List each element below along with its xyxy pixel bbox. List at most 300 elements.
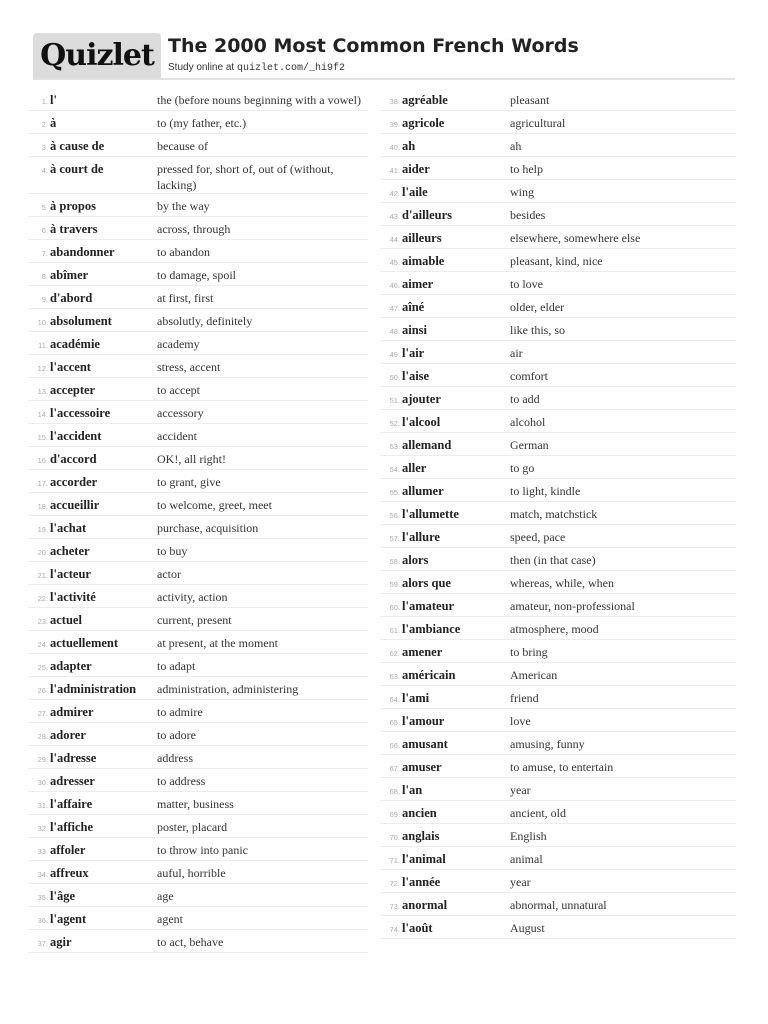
item-number: 52. — [389, 419, 400, 428]
english-definition: to throw into panic — [157, 843, 248, 857]
french-term: l'accessoire — [50, 406, 111, 420]
item-number: 14. — [37, 410, 48, 419]
french-term: l'animal — [402, 852, 446, 866]
vocab-row — [28, 157, 368, 194]
english-definition: stress, accent — [157, 360, 221, 374]
item-number: 48. — [389, 327, 400, 336]
english-definition: whereas, while, when — [510, 576, 614, 590]
french-term: l'accident — [50, 429, 102, 443]
english-definition: comfort — [510, 369, 548, 383]
english-definition: to adore — [157, 728, 196, 742]
vocab-row — [380, 571, 736, 594]
english-definition: to accept — [157, 383, 200, 397]
english-definition: amusing, funny — [510, 737, 585, 751]
english-definition: at first, first — [157, 291, 214, 305]
vocab-row — [28, 585, 368, 608]
vocab-row — [380, 801, 736, 824]
subtitle — [168, 62, 345, 74]
english-definition: amateur, non-professional — [510, 599, 635, 613]
item-number: 71. — [389, 856, 400, 865]
french-term: l'agent — [50, 912, 87, 926]
french-term: aller — [402, 461, 427, 475]
item-number: 42. — [389, 189, 400, 198]
french-term: acheter — [50, 544, 90, 558]
english-definition: to love — [510, 277, 543, 291]
item-number: 4. — [41, 166, 48, 175]
item-number: 56. — [389, 511, 400, 520]
english-definition: to go — [510, 461, 535, 475]
french-term: à propos — [50, 199, 96, 213]
english-definition: August — [510, 921, 545, 935]
vocab-row — [28, 88, 368, 111]
french-term: l'administration — [50, 682, 137, 696]
word-list-left — [28, 88, 368, 953]
french-term: accorder — [50, 475, 98, 489]
vocab-row — [380, 134, 736, 157]
english-definition: pleasant — [510, 93, 550, 107]
vocab-row — [380, 847, 736, 870]
vocab-row — [28, 286, 368, 309]
item-number: 21. — [37, 571, 48, 580]
item-number: 59. — [389, 580, 400, 589]
english-definition: agricultural — [510, 116, 566, 130]
english-definition: accessory — [157, 406, 204, 420]
english-definition: to welcome, greet, meet — [157, 498, 272, 512]
english-definition: English — [510, 829, 547, 843]
french-term: amuser — [402, 760, 442, 774]
vocab-row — [380, 732, 736, 755]
french-term: ainsi — [402, 323, 428, 337]
french-term: d'accord — [50, 452, 97, 466]
french-term: l'ambiance — [402, 622, 461, 636]
french-term: l'année — [402, 875, 441, 889]
french-term: amener — [402, 645, 443, 659]
vocab-row — [380, 479, 736, 502]
french-term: l'ami — [402, 691, 430, 705]
french-term: adapter — [50, 659, 92, 673]
item-number: 11. — [38, 341, 48, 350]
vocab-row — [380, 203, 736, 226]
english-definition: to address — [157, 774, 206, 788]
vocab-row — [28, 424, 368, 447]
english-definition: to admire — [157, 705, 203, 719]
vocab-row — [28, 493, 368, 516]
vocab-row — [28, 792, 368, 815]
item-number: 54. — [389, 465, 400, 474]
vocab-row — [28, 378, 368, 401]
item-number: 15. — [37, 433, 48, 442]
item-number: 39. — [389, 120, 400, 129]
item-number: 69. — [389, 810, 400, 819]
vocab-row — [28, 539, 368, 562]
vocab-row — [28, 263, 368, 286]
vocab-row — [28, 838, 368, 861]
english-definition: to adapt — [157, 659, 196, 673]
english-definition: to damage, spoil — [157, 268, 236, 282]
item-number: 40. — [389, 143, 400, 152]
item-number: 72. — [389, 879, 400, 888]
item-number: 53. — [389, 442, 400, 451]
french-term: à — [50, 116, 57, 130]
item-number: 67. — [389, 764, 400, 773]
french-term: l'activité — [50, 590, 96, 604]
english-definition: to buy — [157, 544, 188, 558]
item-number: 36. — [37, 916, 48, 925]
item-number: 12. — [37, 364, 48, 373]
english-definition: friend — [510, 691, 539, 705]
item-number: 41. — [389, 166, 400, 175]
item-number: 70. — [389, 833, 400, 842]
vocab-row — [380, 111, 736, 134]
item-number: 74. — [389, 925, 400, 934]
english-definition: by the way — [157, 199, 210, 213]
item-number: 30. — [37, 778, 48, 787]
item-number: 73. — [389, 902, 400, 911]
vocab-row — [380, 341, 736, 364]
english-definition: auful, horrible — [157, 866, 226, 880]
english-definition: poster, placard — [157, 820, 228, 834]
vocab-row — [28, 861, 368, 884]
vocab-row — [28, 723, 368, 746]
vocab-row — [28, 608, 368, 631]
vocab-row — [380, 525, 736, 548]
english-definition: activity, action — [157, 590, 228, 604]
french-term: agréable — [402, 93, 448, 107]
quizlet-logo: Quizlet — [33, 33, 161, 79]
english-definition: to act, behave — [157, 935, 224, 949]
item-number: 7. — [41, 249, 48, 258]
french-term: accepter — [50, 383, 96, 397]
header-divider — [33, 78, 735, 80]
english-definition: administration, administering — [157, 682, 299, 696]
english-definition: pressed for, short of, out of (without, lacking) — [157, 162, 334, 192]
french-term: adresser — [50, 774, 95, 788]
item-number: 61. — [389, 626, 400, 635]
item-number: 17. — [37, 479, 48, 488]
english-definition: year — [510, 875, 531, 889]
vocab-row — [28, 930, 368, 953]
vocab-row — [28, 134, 368, 157]
english-definition: like this, so — [510, 323, 566, 337]
item-number: 25. — [37, 663, 48, 672]
english-definition: American — [510, 668, 558, 682]
english-definition: love — [510, 714, 531, 728]
english-definition: to help — [510, 162, 543, 176]
french-term: l'accent — [50, 360, 91, 374]
vocab-row — [380, 410, 736, 433]
french-term: à court de — [50, 162, 104, 176]
vocab-row — [380, 88, 736, 111]
vocab-row — [380, 916, 736, 939]
english-definition: besides — [510, 208, 546, 222]
vocab-row — [28, 700, 368, 723]
english-definition: speed, pace — [510, 530, 566, 544]
item-number: 2. — [41, 120, 48, 129]
english-definition: alcohol — [510, 415, 546, 429]
english-definition: age — [157, 889, 174, 903]
english-definition: ancient, old — [510, 806, 566, 820]
vocab-row — [28, 217, 368, 240]
item-number: 34. — [37, 870, 48, 879]
item-number: 5. — [41, 203, 48, 212]
french-term: l'amour — [402, 714, 445, 728]
vocab-row — [380, 640, 736, 663]
item-number: 27. — [37, 709, 48, 718]
item-number: 68. — [389, 787, 400, 796]
item-number: 20. — [37, 548, 48, 557]
item-number: 66. — [389, 741, 400, 750]
item-number: 64. — [389, 695, 400, 704]
french-term: ah — [402, 139, 416, 153]
item-number: 6. — [41, 226, 48, 235]
french-term: l'âge — [50, 889, 75, 903]
vocab-row — [28, 677, 368, 700]
french-term: aimable — [402, 254, 445, 268]
word-list-right — [380, 88, 736, 939]
vocab-row — [380, 433, 736, 456]
vocab-row — [28, 884, 368, 907]
french-term: allemand — [402, 438, 452, 452]
item-number: 26. — [37, 686, 48, 695]
french-term: américain — [402, 668, 456, 682]
english-definition: atmosphere, mood — [510, 622, 599, 636]
item-number: 60. — [389, 603, 400, 612]
english-definition: agent — [157, 912, 183, 926]
item-number: 32. — [37, 824, 48, 833]
vocab-row — [380, 180, 736, 203]
item-number: 29. — [37, 755, 48, 764]
vocab-row — [380, 594, 736, 617]
english-definition: elsewhere, somewhere else — [510, 231, 641, 245]
item-number: 51. — [389, 396, 400, 405]
item-number: 33. — [37, 847, 48, 856]
vocab-row — [380, 824, 736, 847]
vocab-row — [28, 769, 368, 792]
french-term: affreux — [50, 866, 89, 880]
english-definition: current, present — [157, 613, 232, 627]
english-definition: older, elder — [510, 300, 565, 314]
english-definition: OK!, all right! — [157, 452, 226, 466]
french-term: aider — [402, 162, 430, 176]
french-term: l'affiche — [50, 820, 94, 834]
english-definition: accident — [157, 429, 197, 443]
vocab-row — [380, 249, 736, 272]
vocab-row — [380, 548, 736, 571]
vocab-row — [28, 355, 368, 378]
english-definition: address — [157, 751, 193, 765]
french-term: abîmer — [50, 268, 89, 282]
item-number: 49. — [389, 350, 400, 359]
vocab-row — [380, 502, 736, 525]
french-term: aimer — [402, 277, 434, 291]
english-definition: at present, at the moment — [157, 636, 278, 650]
french-term: agricole — [402, 116, 445, 130]
item-number: 43. — [389, 212, 400, 221]
french-term: l'acteur — [50, 567, 91, 581]
vocab-row — [380, 663, 736, 686]
vocab-row — [380, 272, 736, 295]
item-number: 9. — [41, 295, 48, 304]
item-number: 23. — [37, 617, 48, 626]
vocab-row — [380, 157, 736, 180]
vocab-row — [28, 111, 368, 134]
french-term: amusant — [402, 737, 448, 751]
french-term: l'aile — [402, 185, 428, 199]
vocab-row — [380, 870, 736, 893]
item-number: 19. — [37, 525, 48, 534]
french-term: actuellement — [50, 636, 119, 650]
french-term: l'alcool — [402, 415, 441, 429]
page-title: The 2000 Most Common French Words — [168, 35, 579, 57]
french-term: admirer — [50, 705, 94, 719]
english-definition: abnormal, unnatural — [510, 898, 607, 912]
item-number: 31. — [37, 801, 48, 810]
vocab-row — [380, 617, 736, 640]
english-definition: purchase, acquisition — [157, 521, 259, 535]
item-number: 28. — [37, 732, 48, 741]
vocab-row — [28, 516, 368, 539]
french-term: ailleurs — [402, 231, 442, 245]
vocab-row — [380, 226, 736, 249]
item-number: 13. — [37, 387, 48, 396]
english-definition: wing — [510, 185, 534, 199]
vocab-row — [28, 240, 368, 263]
vocab-row — [380, 456, 736, 479]
item-number: 45. — [389, 258, 400, 267]
french-term: l'allure — [402, 530, 440, 544]
french-term: l'affaire — [50, 797, 93, 811]
vocab-row — [28, 907, 368, 930]
english-definition: absolutly, definitely — [157, 314, 253, 328]
item-number: 62. — [389, 649, 400, 658]
english-definition: ah — [510, 139, 522, 153]
item-number: 63. — [389, 672, 400, 681]
french-term: agir — [50, 935, 72, 949]
item-number: 38. — [389, 97, 400, 106]
item-number: 65. — [389, 718, 400, 727]
french-term: ajouter — [402, 392, 441, 406]
item-number: 47. — [389, 304, 400, 313]
item-number: 18. — [37, 502, 48, 511]
english-definition: German — [510, 438, 549, 452]
english-definition: pleasant, kind, nice — [510, 254, 603, 268]
english-definition: air — [510, 346, 523, 360]
study-link[interactable]: quizlet.com/_hi9f2 — [236, 63, 345, 74]
english-definition: because of — [157, 139, 208, 153]
french-term: à travers — [50, 222, 98, 236]
vocab-row — [28, 401, 368, 424]
item-number: 24. — [37, 640, 48, 649]
item-number: 57. — [389, 534, 400, 543]
item-number: 35. — [37, 893, 48, 902]
vocab-row — [380, 387, 736, 410]
vocab-row — [380, 686, 736, 709]
french-term: l'août — [402, 921, 433, 935]
french-term: l' — [50, 93, 57, 107]
vocab-row — [28, 470, 368, 493]
item-number: 46. — [389, 281, 400, 290]
french-term: d'abord — [50, 291, 93, 305]
item-number: 3. — [41, 143, 48, 152]
vocab-row — [28, 631, 368, 654]
english-definition: match, matchstick — [510, 507, 598, 521]
french-term: actuel — [50, 613, 82, 627]
english-definition: to grant, give — [157, 475, 221, 489]
vocab-row — [28, 815, 368, 838]
item-number: 22. — [37, 594, 48, 603]
french-term: l'allumette — [402, 507, 459, 521]
french-term: anormal — [402, 898, 448, 912]
vocab-row — [380, 364, 736, 387]
vocab-row — [28, 562, 368, 585]
english-definition: to light, kindle — [510, 484, 581, 498]
vocab-row — [380, 318, 736, 341]
french-term: abandonner — [50, 245, 115, 259]
french-term: l'amateur — [402, 599, 455, 613]
english-definition: to bring — [510, 645, 548, 659]
item-number: 58. — [389, 557, 400, 566]
french-term: l'air — [402, 346, 425, 360]
french-term: absolument — [50, 314, 112, 328]
english-definition: across, through — [157, 222, 231, 236]
english-definition: to add — [510, 392, 540, 406]
item-number: 44. — [389, 235, 400, 244]
french-term: l'achat — [50, 521, 87, 535]
item-number: 55. — [389, 488, 400, 497]
french-term: d'ailleurs — [402, 208, 453, 222]
english-definition: academy — [157, 337, 200, 351]
french-term: allumer — [402, 484, 444, 498]
english-definition: the (before nouns beginning with a vowel) — [157, 93, 361, 107]
english-definition: actor — [157, 567, 181, 581]
vocab-row — [28, 332, 368, 355]
vocab-row — [28, 654, 368, 677]
english-definition: to (my father, etc.) — [157, 116, 247, 130]
french-term: affoler — [50, 843, 86, 857]
vocab-row — [380, 709, 736, 732]
french-term: l'aise — [402, 369, 430, 383]
french-term: aîné — [402, 300, 425, 314]
french-term: ancien — [402, 806, 437, 820]
english-definition: matter, business — [157, 797, 234, 811]
item-number: 10. — [37, 318, 48, 327]
vocab-row — [380, 755, 736, 778]
subtitle-prefix: Study online at — [168, 62, 237, 73]
item-number: 16. — [37, 456, 48, 465]
vocab-row — [28, 194, 368, 217]
item-number: 1. — [41, 97, 48, 106]
vocab-row — [380, 295, 736, 318]
english-definition: to abandon — [157, 245, 210, 259]
item-number: 37. — [37, 939, 48, 948]
item-number: 50. — [389, 373, 400, 382]
french-term: à cause de — [50, 139, 105, 153]
english-definition: year — [510, 783, 531, 797]
english-definition: to amuse, to entertain — [510, 760, 614, 774]
vocab-row — [380, 778, 736, 801]
french-term: adorer — [50, 728, 86, 742]
french-term: alors — [402, 553, 429, 567]
vocab-row — [28, 746, 368, 769]
french-term: accueillir — [50, 498, 100, 512]
vocab-row — [28, 447, 368, 470]
french-term: académie — [50, 337, 100, 351]
english-definition: then (in that case) — [510, 553, 596, 567]
vocab-row — [28, 309, 368, 332]
vocab-row — [380, 893, 736, 916]
french-term: alors que — [402, 576, 451, 590]
item-number: 8. — [41, 272, 48, 281]
